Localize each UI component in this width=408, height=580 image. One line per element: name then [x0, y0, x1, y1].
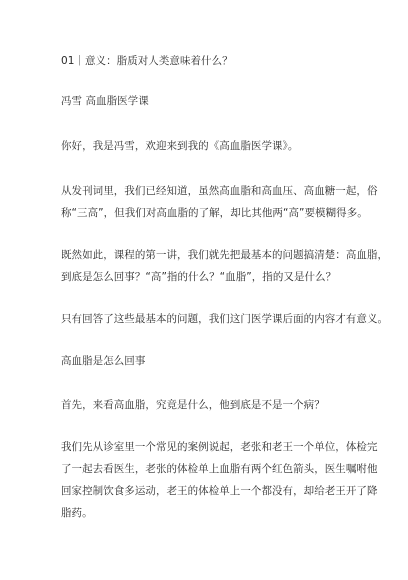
section-heading: 高血脂是怎么回事 — [61, 355, 146, 367]
paragraph-5-line-4: 脂药。 — [61, 507, 93, 519]
lesson-heading: 01｜意义：脂质对人类意味着什么？ — [61, 55, 233, 67]
paragraph-5-line-3: 回家控制饮食多运动，老王的体检单上一个都没有，却给老王开了降 — [61, 485, 378, 497]
course-name: 冯雪 高血脂医学课 — [61, 95, 149, 107]
paragraph-2-line-2: 到底是怎么回事？“高”指的什么？“血脂”，指的又是什么？ — [61, 271, 337, 283]
paragraph-5-line-2: 了一起去看医生，老张的体检单上血脂有两个红色箭头，医生嘱咐他 — [61, 463, 378, 475]
paragraph-5-line-1: 我们先从诊室里一个常见的案例说起，老张和老王一个单位，体检完 — [61, 441, 378, 453]
paragraph-2-line-1: 既然如此，课程的第一讲，我们就先把最基本的问题搞清楚：高血脂， — [61, 249, 389, 261]
paragraph-4: 首先，来看高血脂，究竟是什么，他到底是不是一个病？ — [61, 399, 325, 411]
paragraph-1-line-1: 从发刊词里，我们已经知道，虽然高血脂和高血压、高血糖一起，俗 — [61, 185, 378, 197]
paragraph-3: 只有回答了这些最基本的问题，我们这门医学课后面的内容才有意义。 — [61, 313, 389, 325]
greeting-paragraph: 你好，我是冯雪，欢迎来到我的《高血脂医学课》。 — [61, 140, 299, 152]
paragraph-1-line-2: 称“三高”，但我们对高血脂的了解，却比其他两“高”要模糊得多。 — [61, 207, 368, 219]
